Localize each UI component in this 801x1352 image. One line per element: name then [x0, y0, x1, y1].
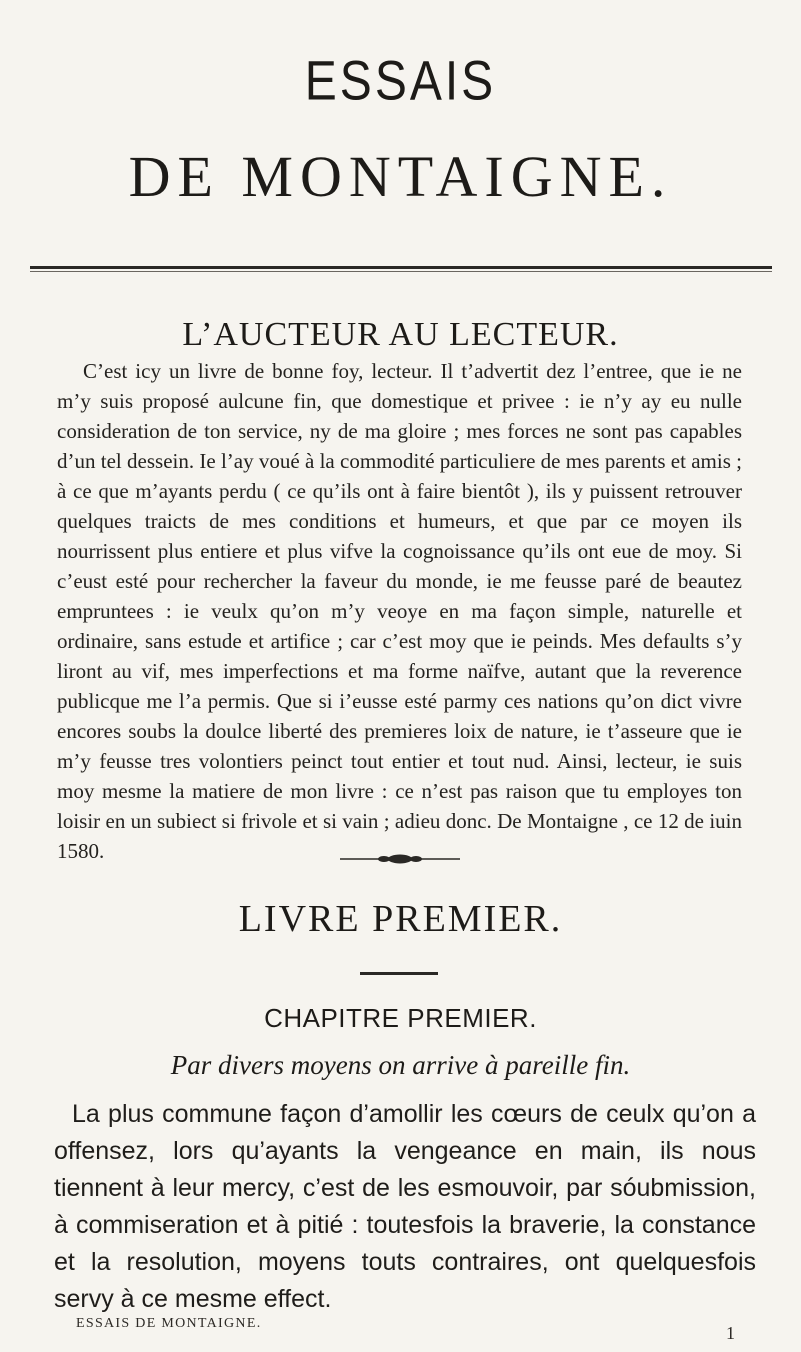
chapter-subtitle: Par divers moyens on arrive à pareille fin. [170, 1050, 631, 1080]
preface [57, 356, 742, 866]
short-rule [360, 972, 438, 975]
section-ornament [340, 853, 460, 865]
title-main: DE MONTAIGNE. [128, 144, 673, 209]
title-top: ESSAIS [304, 50, 497, 112]
chapter-body [54, 1096, 756, 1318]
book-heading: LIVRE PREMIER. [238, 898, 563, 940]
page-number: 1 [726, 1323, 735, 1343]
section-heading: L’AUCTEUR AU LECTEUR. [182, 316, 619, 353]
footer-signature: ESSAIS DE MONTAIGNE. [76, 1316, 262, 1331]
chapter-heading: CHAPITRE PREMIER. [264, 1003, 537, 1033]
heavy-rule [30, 266, 772, 269]
thin-rule [30, 271, 772, 272]
chapter-paragraph: La plus commune façon d’amollir les cœurs de ceulx qu’on a offensez, lors qu’ayants la vengeance en main, ils nous tiennent à leur mercy, c’est de les esmouvoir, par sóubmission, à commiseration et à pitié : toutesfois la braverie, la constance et la resolution, moyens touts contraires, ont quelquesfois servy à ce mesme effect. [54, 1100, 756, 1313]
preface-paragraph: C’est icy un livre de bonne foy, lecteur. Il t’advertit dez l’entree, que ie ne m’y suis proposé aulcune fin, que domestique et privee : ie n’y ay eu nulle consideration de ton service, ny de ma gloire ; mes forces ne sont pas capables d’un tel dessein. Ie l’ay voué à la commodité particuliere de mes parents et amis ; à ce que m’ayants perdu ( ce qu’ils ont à faire bientôt ), ils y puissent retrouver quelques traicts de mes conditions et humeurs, et que par ce moyen ils nourrissent plus entiere et plus vifve la cognoissance qu’ils ont eue de moy. Si c’eust esté pour rechercher la faveur du monde, ie me feusse paré de beautez empruntees : ie veulx qu’on m’y veoye en ma façon simple, naturelle et ordinaire, sans estude et artifice ; car c’est moy que ie peinds. Mes defaults s’y liront au vif, mes imperfections et ma forme naïfve, autant que la reverence publicque me l’a permis. Que si i’eusse esté parmy ces nations qu’on dict vivre encores soubs la doulce liberté des premieres loix de nature, ie t’asseure que ie m’y feusse tres volontiers peinct tout entier et tout nud. Ainsi, lecteur, ie suis moy mesme la matiere de mon livre : ce n’est pas raison que tu employes ton loisir en un subiect si frivole et si vain ; adieu donc. De Montaigne , ce 12 de iuin 1580. [57, 359, 742, 863]
